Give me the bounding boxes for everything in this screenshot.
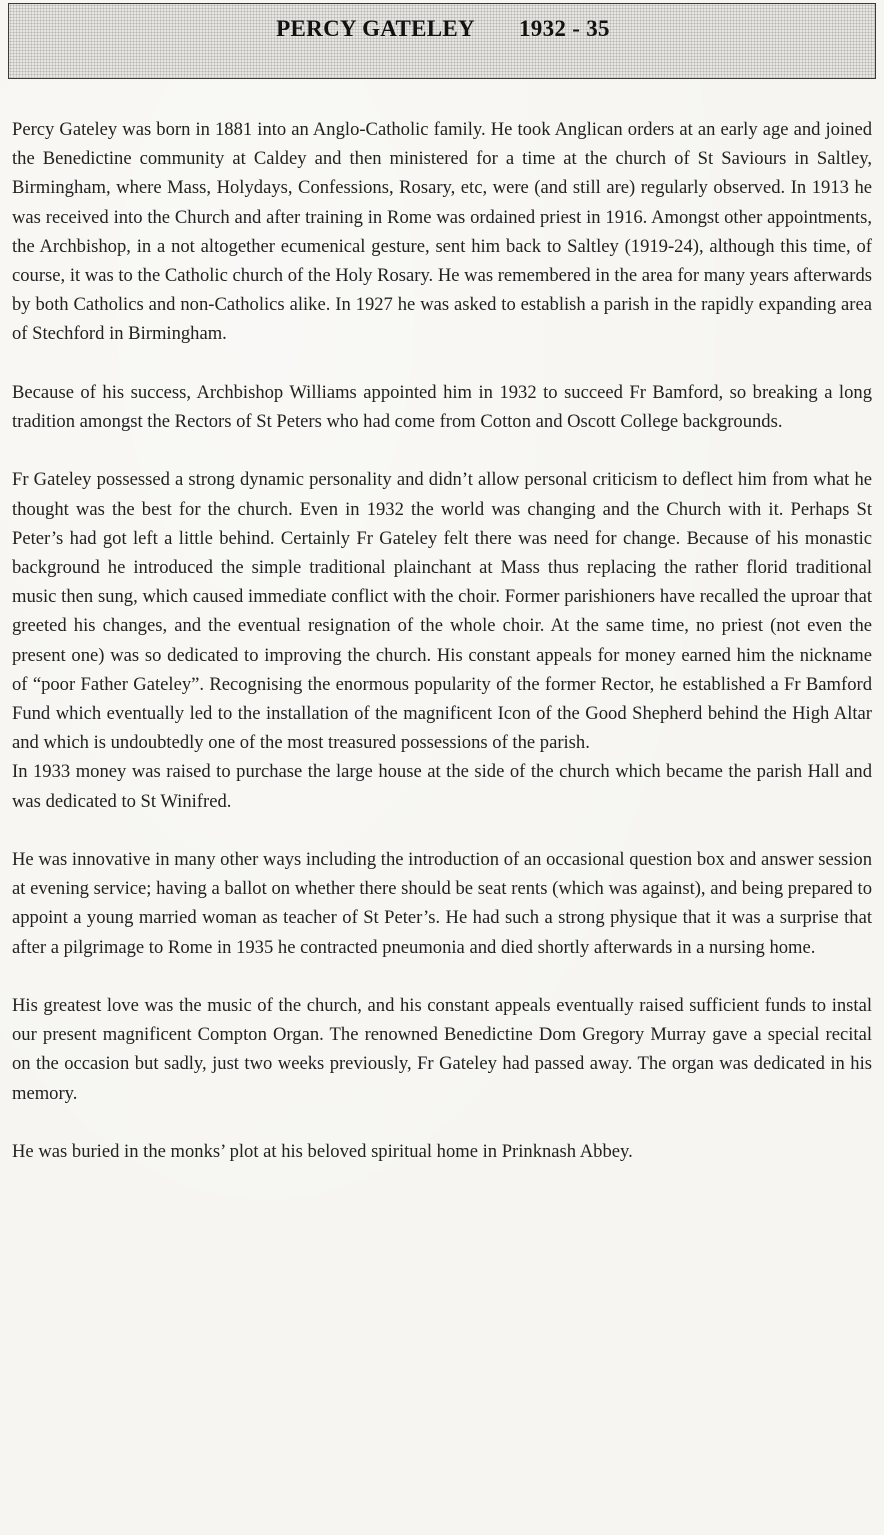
page-title — [9, 16, 877, 42]
title-years: 1932 - 35 — [518, 16, 610, 41]
article-body — [12, 115, 872, 1195]
title-name: PERCY GATELEY — [276, 16, 475, 41]
paragraph-organ: His greatest love was the music of the church, and his constant appeals eventually raised sufficient funds to instal our present magnificent Compton Organ. The renowned Benedictine Dom Gregory Murray gave a special recital on the occasion but sadly, just two weeks previously, Fr Gateley had passed away. The organ was dedicated in his memory. — [12, 995, 872, 1104]
paragraph-burial: He was buried in the monks’ plot at his beloved spiritual home in Prinknash Abbey. — [12, 1141, 633, 1163]
paragraph-personality: Fr Gateley possessed a strong dynamic personality and didn’t allow personal criticism to deflect him from what he thought was the best for the church. Even in 1932 the world was changing and the Church with it. Perhaps St Peter’s had got left a little behind. Certainly Fr Gateley felt there was need for change. Because of his monastic background he introduced the simple traditional plainchant at Mass thus replacing the rather florid traditional music then sung, which caused immediate conflict with the choir. Former parishioners have recalled the uproar that greeted his changes, and the eventual resignation of the whole choir. At the same time, no priest (not even the present one) was so dedicated to improving the church. His constant appeals for money earned him the nickname of “poor Father Gateley”. Recognising the enormous popularity of the former Rector, he established a Fr Bamford Fund which eventually led to the installation of the magnificent Icon of the Good Shepherd behind the High Altar and which is undoubtedly one of the most treasured possessions of the parish. — [12, 469, 872, 754]
paragraph-appointment: Because of his success, Archbishop Williams appointed him in 1932 to succeed Fr Bamford, so breaking a long tradition amongst the Rectors of St Peters who had come from Cotton and Oscott College backgrounds. — [12, 381, 872, 433]
paragraph-early-life: Percy Gateley was born in 1881 into an Anglo-Catholic family. He took Anglican orders at an early age and joined the Benedictine community at Caldey and then ministered for a time at the church of St Saviours in Saltley, Birmingham, where Mass, Holydays, Confessions, Rosary, etc, were (and still are) regularly observed. In 1913 he was received into the Church and after training in Rome was ordained priest in 1916. Amongst other appointments, the Archbishop, in a not altogether ecumenical gesture, sent him back to Saltley (1919-24), although this time, of course, it was to the Catholic church of the Holy Rosary. He was remembered in the area for many years afterwards by both Catholics and non-Catholics alike. In 1927 he was asked to establish a parish in the rapidly expanding area of Stechford in Birmingham. — [12, 119, 872, 345]
paragraph-parish-hall: In 1933 money was raised to purchase the large house at the side of the church which became the parish Hall and was dedicated to St Winifred. — [12, 761, 872, 812]
paragraph-innovations: He was innovative in many other ways including the introduction of an occasional question box and answer session at evening service; having a ballot on whether there should be seat rents (which was against), and being prepared to appoint a young married woman as teacher of St Peter’s. He had such a strong physique that it was a surprise that after a pilgrimage to Rome in 1935 he contracted pneumonia and died shortly afterwards in a nursing home. — [12, 849, 872, 958]
title-banner — [8, 3, 876, 79]
